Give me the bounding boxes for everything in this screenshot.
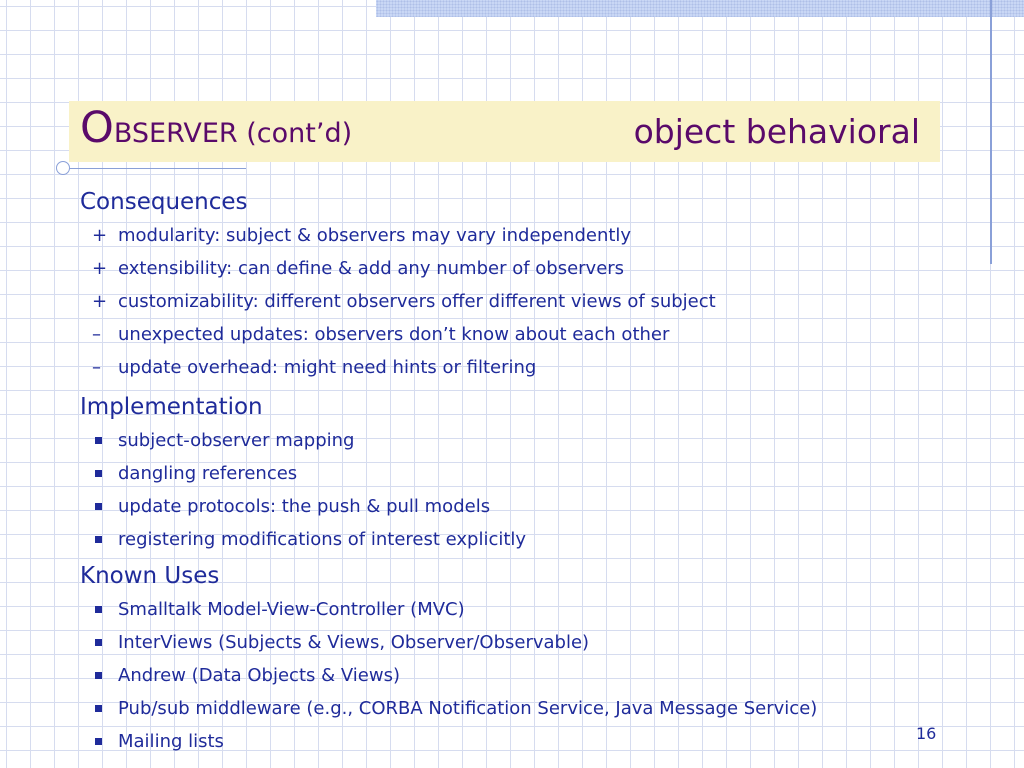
bullet-square-icon	[92, 593, 118, 626]
bullet-square-icon	[92, 457, 118, 490]
list-item	[92, 457, 960, 490]
minus-marker: –	[92, 357, 101, 378]
list-item-text: customizability: different observers offer different views of subject	[118, 291, 716, 312]
plus-marker: +	[92, 225, 108, 246]
slide-content	[80, 185, 960, 758]
minus-marker: –	[92, 324, 101, 345]
list-item-text: InterViews (Subjects & Views, Observer/Observable)	[118, 632, 590, 653]
list-item-text: dangling references	[118, 463, 298, 484]
title-first-letter: O	[80, 103, 114, 153]
list-item	[92, 252, 960, 285]
list-item	[92, 725, 960, 758]
list-item-text: modularity: subject & observers may vary independently	[118, 225, 632, 246]
list-item-text: subject-observer mapping	[118, 430, 355, 451]
section-heading: Consequences	[80, 189, 248, 215]
list-item	[92, 626, 960, 659]
bullet-square-icon	[92, 692, 118, 725]
list-item	[92, 219, 960, 252]
plus-marker: +	[92, 258, 108, 279]
list-item	[92, 318, 960, 351]
bullet-square-icon	[92, 626, 118, 659]
bullet-square-icon	[92, 523, 118, 556]
list-item-text: update overhead: might need hints or filtering	[118, 357, 537, 378]
list-item	[92, 351, 960, 384]
list-item	[92, 490, 960, 523]
list-item	[92, 424, 960, 457]
page-number: 16	[916, 724, 937, 743]
plus-marker: +	[92, 291, 108, 312]
list-item	[92, 659, 960, 692]
bullet-square-icon	[92, 659, 118, 692]
section-implementation	[80, 390, 960, 556]
list-item-text: Smalltalk Model-View-Controller (MVC)	[118, 599, 465, 620]
top-decorative-band	[376, 0, 1024, 17]
list-item-text: update protocols: the push & pull models	[118, 496, 491, 517]
section-heading: Known Uses	[80, 563, 220, 589]
list-item-text: extensibility: can define & add any number of observers	[118, 258, 625, 279]
list-item-text: Pub/sub middleware (e.g., CORBA Notification Service, Java Message Service)	[118, 698, 818, 719]
list-item-text: Andrew (Data Objects & Views)	[118, 665, 400, 686]
title-category: object behavioral	[633, 112, 920, 151]
list-item	[92, 523, 960, 556]
list-item-text: Mailing lists	[118, 731, 224, 752]
slide-title	[80, 96, 352, 160]
section-heading: Implementation	[80, 394, 263, 420]
list-item	[92, 593, 960, 626]
section-consequences	[80, 185, 960, 384]
title-circle-ornament	[56, 161, 70, 175]
title-underline	[66, 168, 246, 169]
list-item-text: registering modifications of interest explicitly	[118, 529, 527, 550]
list-item-text: unexpected updates: observers don’t know about each other	[118, 324, 670, 345]
list-item	[92, 692, 960, 725]
bullet-square-icon	[92, 424, 118, 457]
section-known-uses	[80, 559, 960, 758]
right-decorative-line	[990, 0, 992, 264]
bullet-square-icon	[92, 725, 118, 758]
bullet-square-icon	[92, 490, 118, 523]
list-item	[92, 285, 960, 318]
title-text: BSERVER (cont’d)	[113, 118, 353, 149]
